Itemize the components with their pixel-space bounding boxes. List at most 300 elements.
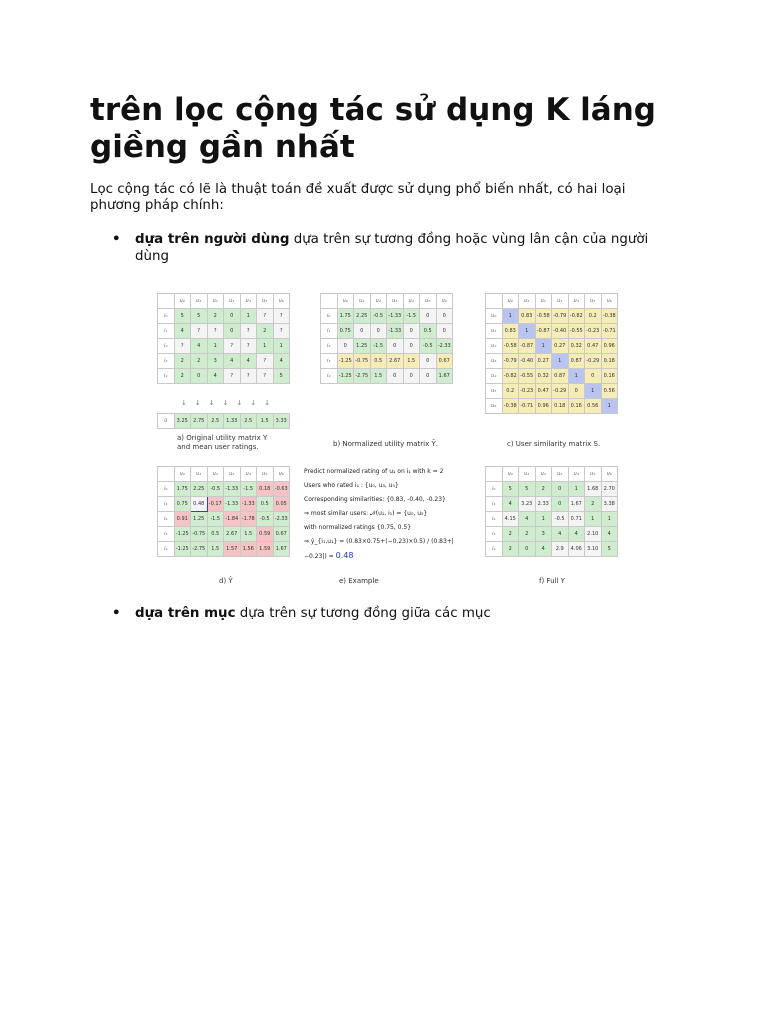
matrix-cell: 0.96 xyxy=(601,339,618,354)
matrix-cell: 0 xyxy=(224,324,241,339)
matrix-cell: ? xyxy=(240,369,257,384)
matrix-cell: -1.84 xyxy=(224,512,241,527)
matrix-cell: 4 xyxy=(535,542,552,557)
matrix-cell: 1.5 xyxy=(403,354,420,369)
matrix-column-header: u₃ xyxy=(387,294,404,309)
matrix-cell: 1 xyxy=(502,309,519,324)
matrix-cell: 0 xyxy=(420,309,437,324)
matrix-cell: 0 xyxy=(436,309,453,324)
matrix-column-header: u₄ xyxy=(240,294,257,309)
matrix-row-header: i₄ xyxy=(486,542,503,557)
bullet-term: dựa trên mục xyxy=(135,606,236,621)
matrix-cell: 0 xyxy=(337,339,354,354)
matrix-cell: 0 xyxy=(403,339,420,354)
matrix-row xyxy=(158,497,290,512)
matrix-row-header: i₀ xyxy=(158,309,175,324)
matrix-cell: -0.17 xyxy=(207,497,224,512)
mean-ratings-row xyxy=(157,413,290,429)
matrix-cell: 1.59 xyxy=(257,542,274,557)
mean-rating-cell: 2.5 xyxy=(207,414,224,429)
matrix-row xyxy=(486,309,618,324)
matrix-cell: -1.25 xyxy=(174,542,191,557)
matrix-cell: 0.5 xyxy=(420,324,437,339)
matrix-cell: -1.78 xyxy=(240,512,257,527)
matrix-cell: ? xyxy=(174,339,191,354)
matrix-row xyxy=(321,339,453,354)
mean-rating-cell: 2.5 xyxy=(240,414,257,429)
matrix-row xyxy=(158,324,290,339)
matrix-row xyxy=(486,369,618,384)
matrix-column-header: u₄ xyxy=(568,467,585,482)
matrix-column-header: u₂ xyxy=(207,467,224,482)
matrix-cell: 4 xyxy=(240,354,257,369)
matrix-cell: 2.10 xyxy=(585,527,602,542)
matrix-cell: 0.87 xyxy=(552,369,569,384)
matrix-column-header: u₀ xyxy=(174,294,191,309)
example-explanation: Predict normalized rating of u₁ on i₁ with k = 2 Users who rated i₁ : {u₀, u₃, u₅} Corresponding similarities: {0.83, -0.40, -0.23} ⇒ most similar users: 𝒩(u₁, i₁) = {u₀, u₅} with normalized ratings {0.75, 0.5} ⇒ ŷ_{i₁,u₁} = (0.83×0.75+(−0.23)×0.5) / (0.83+|−0.23|) ≈ 0.48 xyxy=(304,468,454,560)
matrix-column-header: u₆ xyxy=(601,467,618,482)
matrix-cell: -0.38 xyxy=(502,399,519,414)
matrix-cell: -1.5 xyxy=(207,512,224,527)
matrix-cell: -2.75 xyxy=(354,369,371,384)
matrix-cell: -0.5 xyxy=(257,512,274,527)
matrix-cell: 1 xyxy=(240,309,257,324)
original-utility-matrix xyxy=(157,293,290,384)
mean-rating-cell: 1.33 xyxy=(224,414,241,429)
matrix-cell: 2 xyxy=(191,354,208,369)
matrix-cell: -0.75 xyxy=(354,354,371,369)
matrix-row xyxy=(321,324,453,339)
matrix-row xyxy=(486,497,618,512)
matrix-row-header: i₃ xyxy=(158,354,175,369)
matrix-cell: 1 xyxy=(519,324,536,339)
matrix-cell: -0.71 xyxy=(519,399,536,414)
matrix-cell: 0.47 xyxy=(535,384,552,399)
caption-c: c) User similarity matrix S. xyxy=(507,440,601,448)
matrix-cell: 2 xyxy=(174,354,191,369)
matrix-corner-cell xyxy=(486,467,503,482)
matrix-cell: 0 xyxy=(224,309,241,324)
matrix-cell: 0.18 xyxy=(601,354,618,369)
matrix-cell: -2.33 xyxy=(273,512,290,527)
matrix-cell: 1.57 xyxy=(224,542,241,557)
matrix-cell: 1 xyxy=(568,369,585,384)
matrix-row xyxy=(158,339,290,354)
matrix-column-header: u₄ xyxy=(240,467,257,482)
bullet-dot-icon: • xyxy=(112,606,121,621)
matrix-corner-cell xyxy=(158,467,175,482)
matrix-cell: 1.25 xyxy=(354,339,371,354)
matrix-cell: 0.87 xyxy=(568,354,585,369)
matrix-cell: 2 xyxy=(174,369,191,384)
matrix-cell: -2.75 xyxy=(191,542,208,557)
mean-rating-cell: 1.5 xyxy=(257,414,274,429)
matrix-row-header: i₁ xyxy=(486,497,503,512)
matrix-cell: 0.67 xyxy=(436,354,453,369)
matrix-row-header: i₂ xyxy=(321,339,338,354)
matrix-column-header: u₁ xyxy=(354,294,371,309)
matrix-cell: 0.56 xyxy=(585,399,602,414)
matrix-cell: 1.5 xyxy=(370,369,387,384)
matrix-cell: 0.5 xyxy=(207,527,224,542)
matrix-row xyxy=(486,384,618,399)
matrix-row-header: u₅ xyxy=(486,384,503,399)
matrix-cell: 1.25 xyxy=(191,512,208,527)
matrix-cell: ? xyxy=(191,324,208,339)
matrix-cell: 0 xyxy=(420,354,437,369)
matrix-column-header: u₃ xyxy=(552,467,569,482)
matrix-cell: -1.5 xyxy=(370,339,387,354)
matrix-cell: 0 xyxy=(552,497,569,512)
matrix-cell: -0.71 xyxy=(601,324,618,339)
matrix-row-header: u₄ xyxy=(486,369,503,384)
matrix-cell: 2.67 xyxy=(224,527,241,542)
predicted-normalized-matrix xyxy=(157,466,290,557)
matrix-cell: 0 xyxy=(387,339,404,354)
matrix-cell: 1.5 xyxy=(207,542,224,557)
caption-e: e) Example xyxy=(339,577,379,585)
matrix-cell: -0.63 xyxy=(273,482,290,497)
matrix-cell: 2 xyxy=(585,497,602,512)
down-arrow-icons: ↓↓↓↓↓↓↓ xyxy=(181,399,279,407)
intro-paragraph: Lọc cộng tác có lẽ là thuật toán đề xuất được sử dụng phổ biến nhất, có hai loại phương pháp chính: xyxy=(90,182,626,213)
matrix-cell: 1 xyxy=(601,512,618,527)
bullet-dot-icon: • xyxy=(112,232,121,247)
matrix-row-header: u₃ xyxy=(486,354,503,369)
caption-b: b) Normalized utility matrix Ȳ. xyxy=(333,440,438,448)
matrix-row xyxy=(486,399,618,414)
matrix-column-header: u₃ xyxy=(552,294,569,309)
matrix-cell: 0.32 xyxy=(568,339,585,354)
matrix-cell: 1 xyxy=(535,339,552,354)
matrix-cell: -0.40 xyxy=(552,324,569,339)
matrix-cell: -1.25 xyxy=(337,354,354,369)
matrix-column-header: u₄ xyxy=(568,294,585,309)
matrix-column-header: u₀ xyxy=(337,294,354,309)
matrix-cell: 1.68 xyxy=(585,482,602,497)
matrix-cell: 4 xyxy=(174,324,191,339)
matrix-cell: 0.83 xyxy=(502,324,519,339)
matrix-cell: 1 xyxy=(552,354,569,369)
matrix-cell: 0 xyxy=(519,542,536,557)
matrix-cell: -0.5 xyxy=(207,482,224,497)
matrix-cell: 2 xyxy=(502,527,519,542)
matrix-cell: 0 xyxy=(552,482,569,497)
matrix-cell: 0.5 xyxy=(370,354,387,369)
page-title: trên lọc cộng tác sử dụng K láng giềng gần nhất xyxy=(90,92,656,165)
matrix-cell: 4 xyxy=(502,497,519,512)
matrix-cell: 0.47 xyxy=(585,339,602,354)
matrix-cell: 1.67 xyxy=(568,497,585,512)
matrix-column-header: u₄ xyxy=(403,294,420,309)
matrix-cell: 3.10 xyxy=(585,542,602,557)
matrix-cell: 0.5 xyxy=(257,497,274,512)
matrix-column-header: u₂ xyxy=(370,294,387,309)
matrix-cell: -0.38 xyxy=(601,309,618,324)
mean-row-label: ū xyxy=(158,414,175,429)
matrix-cell: 0 xyxy=(420,369,437,384)
matrix-cell: -0.55 xyxy=(519,369,536,384)
caption-f: f) Full Y xyxy=(539,577,565,585)
mean-rating-cell: 2.75 xyxy=(191,414,208,429)
matrix-row-header: u₆ xyxy=(486,399,503,414)
matrix-cell: -1.5 xyxy=(240,482,257,497)
matrix-cell: -1.33 xyxy=(387,324,404,339)
matrix-row xyxy=(158,482,290,497)
matrix-cell: -0.5 xyxy=(370,309,387,324)
bullet-description: dựa trên sự tương đồng hoặc vùng lân cận của người dùng xyxy=(135,232,649,264)
matrix-cell: 2 xyxy=(502,542,519,557)
matrix-cell: -1.33 xyxy=(240,497,257,512)
matrix-cell: -0.79 xyxy=(552,309,569,324)
matrix-row-header: i₃ xyxy=(158,527,175,542)
matrix-row-header: i₀ xyxy=(486,482,503,497)
matrix-row-header: i₂ xyxy=(158,512,175,527)
matrix-row-header: i₀ xyxy=(158,482,175,497)
matrix-cell: 0.05 xyxy=(273,497,290,512)
matrix-cell: -0.29 xyxy=(552,384,569,399)
caption-d: d) Ŷ xyxy=(219,577,233,585)
matrix-row-header: i₄ xyxy=(158,369,175,384)
matrix-cell: ? xyxy=(224,369,241,384)
matrix-cell: 0.75 xyxy=(337,324,354,339)
matrix-cell: 2.25 xyxy=(354,309,371,324)
matrix-cell: 2 xyxy=(535,482,552,497)
matrix-cell: 2.9 xyxy=(552,542,569,557)
matrix-cell: 4 xyxy=(191,339,208,354)
matrix-row xyxy=(158,309,290,324)
normalized-utility-matrix xyxy=(320,293,453,384)
matrix-cell: -2.33 xyxy=(436,339,453,354)
matrix-cell: 1 xyxy=(257,339,274,354)
matrix-cell: 0 xyxy=(191,369,208,384)
matrix-column-header: u₆ xyxy=(436,294,453,309)
matrix-cell: -1.25 xyxy=(174,527,191,542)
matrix-cell: 3.23 xyxy=(519,497,536,512)
matrix-row-header: i₁ xyxy=(158,497,175,512)
matrix-cell: -1.33 xyxy=(224,482,241,497)
bullet-description: dựa trên sự tương đồng giữa các mục xyxy=(235,606,491,621)
matrix-cell: 0.27 xyxy=(535,354,552,369)
matrix-cell: 1 xyxy=(585,384,602,399)
matrix-column-header: u₂ xyxy=(535,294,552,309)
matrix-cell: -0.82 xyxy=(568,309,585,324)
matrix-cell: 0.16 xyxy=(601,369,618,384)
caption-a: a) Original utility matrix Y and mean user ratings. xyxy=(177,434,268,451)
matrix-cell: 0.91 xyxy=(174,512,191,527)
matrix-cell: 2.70 xyxy=(601,482,618,497)
matrix-row xyxy=(486,339,618,354)
matrix-cell: -0.5 xyxy=(552,512,569,527)
matrix-row-header: u₁ xyxy=(486,324,503,339)
matrix-cell: 0.67 xyxy=(273,527,290,542)
matrix-row-header: i₂ xyxy=(158,339,175,354)
matrix-row xyxy=(321,309,453,324)
matrix-row-header: u₀ xyxy=(486,309,503,324)
matrix-cell: -1.33 xyxy=(224,497,241,512)
matrix-cell: 0.2 xyxy=(585,309,602,324)
matrix-cell: 1 xyxy=(273,339,290,354)
matrix-cell: ? xyxy=(240,324,257,339)
matrix-cell: -0.5 xyxy=(420,339,437,354)
matrix-cell: 0 xyxy=(585,369,602,384)
matrix-cell: -1.5 xyxy=(403,309,420,324)
matrix-cell: 0 xyxy=(403,324,420,339)
matrix-cell: 2.25 xyxy=(191,482,208,497)
matrix-cell: 0.83 xyxy=(519,309,536,324)
matrix-cell: -0.58 xyxy=(502,339,519,354)
matrix-cell: 4.15 xyxy=(502,512,519,527)
matrix-cell: 0 xyxy=(370,324,387,339)
matrix-row-header: i₃ xyxy=(321,354,338,369)
matrix-cell: 5 xyxy=(273,369,290,384)
matrix-cell: -0.23 xyxy=(585,324,602,339)
matrix-cell: 3 xyxy=(535,527,552,542)
matrix-column-header: u₃ xyxy=(224,467,241,482)
matrix-row xyxy=(486,324,618,339)
matrix-cell: 2.67 xyxy=(387,354,404,369)
full-rating-matrix xyxy=(485,466,618,557)
matrix-cell: 0 xyxy=(387,369,404,384)
matrix-cell: 0.48 xyxy=(191,497,208,512)
matrix-cell: 4 xyxy=(552,527,569,542)
matrix-cell: 4.06 xyxy=(568,542,585,557)
matrix-row xyxy=(158,527,290,542)
matrix-cell: 1.67 xyxy=(273,542,290,557)
matrix-cell: ? xyxy=(273,309,290,324)
matrix-column-header: u₁ xyxy=(519,294,536,309)
matrix-cell: 1 xyxy=(535,512,552,527)
matrix-cell: ? xyxy=(207,324,224,339)
matrix-corner-cell xyxy=(158,294,175,309)
matrix-cell: 0.18 xyxy=(552,399,569,414)
mean-rating-cell: 3.25 xyxy=(174,414,191,429)
matrix-cell: 1 xyxy=(601,399,618,414)
matrix-cell: 1.5 xyxy=(240,527,257,542)
matrix-cell: 4 xyxy=(224,354,241,369)
matrix-row xyxy=(321,354,453,369)
user-similarity-matrix xyxy=(485,293,618,414)
matrix-column-header: u₅ xyxy=(257,294,274,309)
matrix-cell: 0.27 xyxy=(552,339,569,354)
matrix-cell: 5 xyxy=(191,309,208,324)
matrix-row xyxy=(321,369,453,384)
matrix-corner-cell xyxy=(321,294,338,309)
mean-rating-cell: 3.33 xyxy=(273,414,290,429)
matrix-row-header: i₁ xyxy=(321,324,338,339)
matrix-cell: 5 xyxy=(519,482,536,497)
matrix-row-header: i₀ xyxy=(321,309,338,324)
matrix-cell: -0.40 xyxy=(519,354,536,369)
matrix-cell: 0.75 xyxy=(174,497,191,512)
matrix-column-header: u₅ xyxy=(585,467,602,482)
matrix-cell: ? xyxy=(257,369,274,384)
matrix-cell: 0.32 xyxy=(535,369,552,384)
matrix-cell: 0 xyxy=(436,324,453,339)
matrix-cell: 0 xyxy=(568,384,585,399)
matrix-column-header: u₁ xyxy=(191,294,208,309)
matrix-cell: 0.56 xyxy=(601,384,618,399)
matrix-cell: 1 xyxy=(207,339,224,354)
matrix-cell: 1.75 xyxy=(337,309,354,324)
matrix-column-header: u₀ xyxy=(502,294,519,309)
matrix-cell: 3 xyxy=(207,354,224,369)
matrix-cell: 1 xyxy=(585,512,602,527)
matrix-cell: ? xyxy=(240,339,257,354)
matrix-column-header: u₂ xyxy=(207,294,224,309)
matrix-cell: 5 xyxy=(174,309,191,324)
matrix-column-header: u₃ xyxy=(224,294,241,309)
matrix-column-header: u₂ xyxy=(535,467,552,482)
matrix-row xyxy=(486,542,618,557)
matrix-row xyxy=(158,512,290,527)
matrix-cell: 2 xyxy=(257,324,274,339)
matrix-cell: 0.59 xyxy=(257,527,274,542)
matrix-cell: 4 xyxy=(519,512,536,527)
matrix-corner-cell xyxy=(486,294,503,309)
matrix-cell: 1.75 xyxy=(174,482,191,497)
matrix-row xyxy=(158,542,290,557)
matrix-column-header: u₆ xyxy=(601,294,618,309)
matrix-cell: 0.18 xyxy=(257,482,274,497)
matrix-cell: 0.16 xyxy=(568,399,585,414)
matrix-cell: 1 xyxy=(568,482,585,497)
matrix-row-header: i₂ xyxy=(486,512,503,527)
matrix-cell: -0.29 xyxy=(585,354,602,369)
matrix-cell: ? xyxy=(257,354,274,369)
matrix-cell: 0 xyxy=(403,369,420,384)
matrix-cell: 3.38 xyxy=(601,497,618,512)
matrix-cell: 2.33 xyxy=(535,497,552,512)
matrix-cell: -0.82 xyxy=(502,369,519,384)
matrix-cell: -0.23 xyxy=(519,384,536,399)
matrix-cell: 4 xyxy=(207,369,224,384)
matrix-cell: -0.87 xyxy=(519,339,536,354)
matrix-cell: 4 xyxy=(601,527,618,542)
matrix-cell: -0.87 xyxy=(535,324,552,339)
matrix-cell: -1.33 xyxy=(387,309,404,324)
matrix-column-header: u₁ xyxy=(519,467,536,482)
matrix-cell: -0.58 xyxy=(535,309,552,324)
matrix-row-header: i₃ xyxy=(486,527,503,542)
matrix-column-header: u₅ xyxy=(257,467,274,482)
matrix-row xyxy=(486,482,618,497)
collaborative-filtering-figure xyxy=(157,293,621,589)
matrix-cell: 0.2 xyxy=(502,384,519,399)
matrix-cell: 0.96 xyxy=(535,399,552,414)
matrix-cell: 4 xyxy=(568,527,585,542)
matrix-cell: 0 xyxy=(354,324,371,339)
matrix-cell: -0.75 xyxy=(191,527,208,542)
matrix-column-header: u₅ xyxy=(420,294,437,309)
bullet-term: dựa trên người dùng xyxy=(135,232,290,247)
matrix-cell: -0.55 xyxy=(568,324,585,339)
matrix-column-header: u₆ xyxy=(273,294,290,309)
matrix-column-header: u₅ xyxy=(585,294,602,309)
matrix-cell: -0.79 xyxy=(502,354,519,369)
matrix-cell: 5 xyxy=(502,482,519,497)
matrix-cell: 1.67 xyxy=(436,369,453,384)
matrix-column-header: u₁ xyxy=(191,467,208,482)
matrix-row xyxy=(158,354,290,369)
matrix-cell: 2 xyxy=(519,527,536,542)
matrix-row xyxy=(158,369,290,384)
matrix-cell: 0.71 xyxy=(568,512,585,527)
matrix-cell: 1.56 xyxy=(240,542,257,557)
matrix-cell: 2 xyxy=(207,309,224,324)
matrix-cell: -1.25 xyxy=(337,369,354,384)
matrix-row xyxy=(486,527,618,542)
